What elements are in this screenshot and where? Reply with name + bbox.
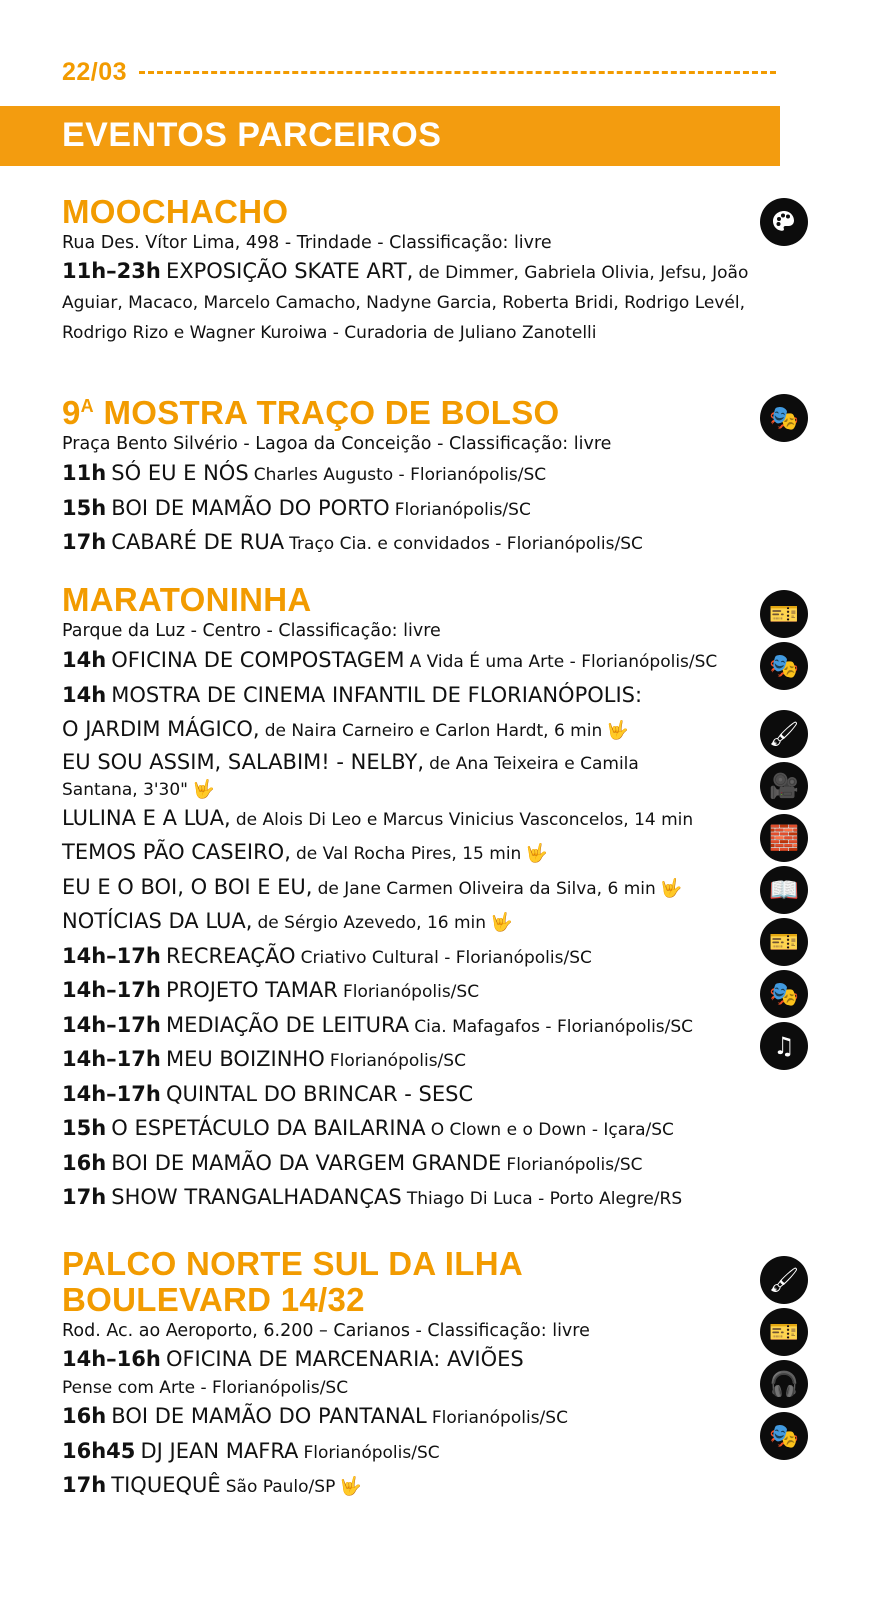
section-banner [0, 106, 780, 166]
date-label: 22/03 [62, 57, 128, 86]
film-item: O JARDIM MÁGICO, de Naira Carneiro e Carlon Hardt, 6 min 🤟 [62, 713, 782, 748]
ticket-icon: 🎫 [760, 590, 808, 638]
film-item: NOTÍCIAS DA LUA, de Sérgio Azevedo, 16 min 🤟 [62, 905, 782, 940]
event-detail: de Dimmer, Gabriela Olivia, Jefsu, João Aguiar, Macaco, Marcelo Camacho, Nadyne Garcia, Roberta Bridi, Rodrigo Levél, Rodrigo Rizo e Wagner Kuroiwa - Curadoria de Juliano Zanotelli [62, 263, 749, 343]
event-item: 17h SHOW TRANGALHADANÇAS Thiago Di Luca - Porto Alegre/RS [62, 1185, 683, 1209]
event-item: 14h–17h RECREAÇÃO Criativo Cultural - Florianópolis/SC [62, 943, 592, 968]
art-supplies-icon: 🖌 [760, 710, 808, 758]
theater-masks-icon: 🎭 [760, 970, 808, 1018]
ticket-icon: 🎫 [760, 918, 808, 966]
event-item: 14h OFICINA DE COMPOSTAGEM A Vida É uma Arte - Florianópolis/SC [62, 648, 718, 672]
venue-moochacho [62, 194, 782, 348]
date-header [62, 54, 776, 90]
theater-masks-icon: 🎭 [760, 394, 808, 442]
event-item: 11h SÓ EU E NÓS Charles Augusto - Florianópolis/SC [62, 461, 547, 485]
event-item: 14h–17h MEU BOIZINHO Florianópolis/SC [62, 1047, 466, 1071]
venue-title: MARATONINHA [62, 581, 312, 618]
banner-title: EVENTOS PARCEIROS [62, 116, 442, 154]
event-item: 14h–17h QUINTAL DO BRINCAR - SESC [62, 1081, 474, 1106]
venue-title: $9^A$ MOSTRA TRAÇO DE BOLSO [62, 394, 560, 431]
venue-title-line2: BOULEVARD 14/32 [62, 1281, 365, 1318]
venue-maratoninha [62, 582, 782, 1216]
venue-address: Rod. Ac. ao Aeroporto, 6.200 – Carianos - Classificação: livre [62, 1321, 590, 1341]
event-item: 16h BOI DE MAMÃO DA VARGEM GRANDE Florianópolis/SC [62, 1150, 643, 1175]
venue-title: MOOCHACHO [62, 193, 289, 230]
venue-title: PALCO NORTE SUL DA ILHA [62, 1245, 523, 1282]
venue-address: Rua Des. Vítor Lima, 498 - Trindade - Classificação: livre [62, 233, 552, 253]
event-item: 17h CABARÉ DE RUA Traço Cia. e convidados - Florianópolis/SC [62, 530, 643, 554]
event-item: 14h MOSTRA DE CINEMA INFANTIL DE FLORIANÓPOLIS: [62, 682, 643, 707]
event-item: 15h BOI DE MAMÃO DO PORTO Florianópolis/SC [62, 495, 531, 520]
ticket-icon: 🎫 [760, 1308, 808, 1356]
art-supplies-icon: 🖌 [760, 1256, 808, 1304]
event-item: 14h–16h OFICINA DE MARCENARIA: AVIÕES [62, 1347, 524, 1371]
dashed-divider [139, 71, 776, 74]
venue-address: Parque da Luz - Centro - Classificação: livre [62, 621, 441, 641]
toy-blocks-icon: 🧱 [760, 814, 808, 862]
event-item: 15h O ESPETÁCULO DA BAILARINA O Clown e o Down - Içara/SC [62, 1116, 674, 1140]
film-item-continued: Santana, 3'30" 🤟 [62, 778, 215, 800]
music-note-icon: ♫ [760, 1022, 808, 1070]
sign-language-icon: 🤟 [490, 912, 513, 933]
event-item [62, 256, 762, 348]
film-item: EU E O BOI, O BOI E EU, de Jane Carmen Oliveira da Silva, 6 min 🤟 [62, 871, 782, 906]
film-camera-icon: 🎥 [760, 762, 808, 810]
theater-masks-icon: 🎭 [760, 642, 808, 690]
sign-language-icon: 🤟 [659, 877, 683, 899]
event-item: 16h BOI DE MAMÃO DO PANTANAL Florianópolis/SC [62, 1404, 568, 1428]
venue-palco-norte-sul [62, 1246, 782, 1504]
sign-language-icon: 🤟 [606, 720, 629, 741]
sign-language-icon: 🤟 [525, 843, 548, 864]
event-item: 16h45 DJ JEAN MAFRA Florianópolis/SC [62, 1438, 440, 1463]
film-item: LULINA E A LUA, de Alois Di Leo e Marcus Vinicius Vasconcelos, 14 min [62, 805, 694, 830]
palette-icon [760, 198, 808, 246]
event-item: 14h–17h PROJETO TAMAR Florianópolis/SC [62, 978, 480, 1002]
event-detail: Pense com Arte - Florianópolis/SC [62, 1378, 349, 1398]
event-item: 17h TIQUEQUÊ São Paulo/SP 🤟 [62, 1469, 782, 1504]
sign-language-icon: 🤟 [339, 1476, 362, 1497]
sign-language-icon: 🤟 [192, 778, 215, 800]
book-icon: 📖 [760, 866, 808, 914]
event-name: EXPOSIÇÃO SKATE ART, [165, 259, 414, 283]
venue-mostra-traco-de-bolso [62, 388, 782, 561]
event-item: 14h–17h MEDIAÇÃO DE LEITURA Cia. Mafagafos - Florianópolis/SC [62, 1012, 694, 1037]
film-item: EU SOU ASSIM, SALABIM! - NELBY, de Ana Teixeira e Camila [62, 749, 639, 774]
venue-address: Praça Bento Silvério - Lagoa da Conceição - Classificação: livre [62, 434, 612, 454]
event-time: 11h–23h [62, 259, 161, 283]
theater-masks-icon: 🎭 [760, 1412, 808, 1460]
headphones-icon: 🎧 [760, 1360, 808, 1408]
film-item: TEMOS PÃO CASEIRO, de Val Rocha Pires, 15 min 🤟 [62, 836, 782, 871]
